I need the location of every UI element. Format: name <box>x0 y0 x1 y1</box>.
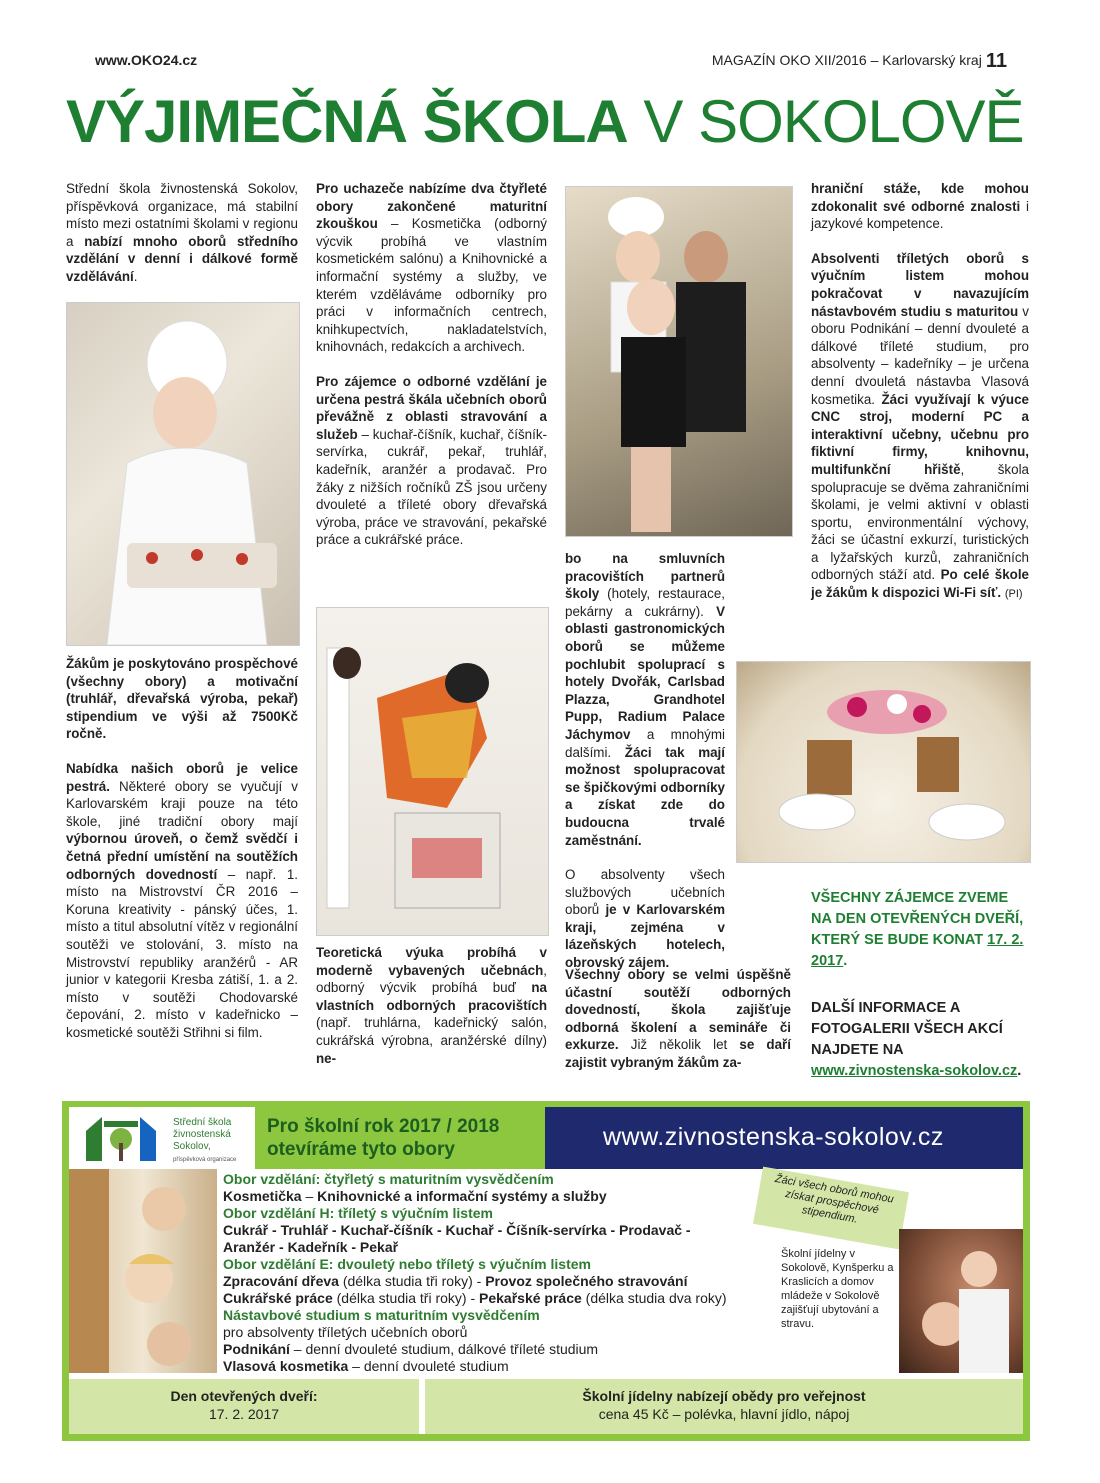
photo-waiters <box>565 186 793 537</box>
house-tree-icon <box>82 1113 160 1165</box>
open-day-invitation: VŠECHNY ZÁJEMCE ZVEME NA DEN OTEVŘENÝCH DVEŘÍ, KTERÝ SE BUDE KONAT 17. 2. 2017. <box>811 890 1024 969</box>
col1-para-3: Nabídka našich oborů je velice pestrá. Některé obory se vyučují v Karlovarském kraji pouze na této škole, jiné tradiční obory mají výbornou úroveň, o čemž svědčí i četná přední umístění na soutěžích odborných dovedností – např. 1. místo na Mistrovství ČR 2016 – Koruna kreativity - pánský účes, 1. místo a titul absolutní vítěz v regionální soutěži ve stolování, 3. místo na Mistrovství republiky aranžérů - AR junior v kategorii Kresba zátiší, 1. a 2. místo v soutěži Chodovarské čepování, 2. místo v kadeřnicko – kosmetické soutěži Střihni si film. <box>66 760 298 1040</box>
logo-text: Střední škola živnostenská Sokolov, příspěvková organizace <box>173 1117 237 1163</box>
program-group-2-line-2: Aranžér - Kadeřník - Pekař <box>223 1239 399 1255</box>
photo-chef <box>66 302 300 646</box>
col2-para-1: Pro uchazeče nabízíme dva čtyřleté obory zakončené maturitní zkouškou – Kosmetička (odborný výcvik probíhá ve vlastním kosmetickém salónu) a Knihovnické a informační systémy a služby, ve kterém vzděláváme odborníky pro práci v informačních centrech, knihkupectvích, nakladatelstvích, knihovnách, redakcích a archivech. <box>316 181 547 355</box>
col4-para-1: hraniční stáže, kde mohou zdokonalit své odborné znalosti i jazykové kompetence. <box>811 181 1029 232</box>
banner-line-1: Pro školní rok 2017 / 2018 <box>267 1116 500 1137</box>
col3-para-2: O absolventy všech službových učebních oborů je v Karlovarském kraji, zejména v lázeňských hotelech, obrovský zájem. <box>565 867 726 971</box>
stipend-note: Žáci všech oborů mohou získat prospěchové stipendium. <box>753 1167 909 1250</box>
school-logo <box>69 1107 255 1169</box>
canteen-footer-text: cena 45 Kč – polévka, hlavní jídlo, nápoj <box>598 1406 850 1422</box>
column-3-lower <box>565 966 791 1089</box>
program-group-4-line-2: Podnikání – denní dvouleté studium, dálkové tříleté studium <box>223 1341 599 1357</box>
column-1 <box>66 180 298 303</box>
students-illustration <box>69 1169 217 1373</box>
ad-inner <box>69 1107 1023 1434</box>
article-title <box>66 86 1036 158</box>
col3-para-1: bo na smluvních pracovištích partnerů školy (hotely, restaurace, pekárny a cukrárny). V oblasti gastronomických oborů se můžeme pochlubit spoluprací s hotely Dvořák, Carlsbad Plazza, Grandhotel Pupp, Radium Palace Jáchymov a mnohými dalšími. Žáci tak mají možnost spolupracovat se špičkovými odborníky a získat zde do budoucna trvalé zaměstnání. <box>565 551 726 848</box>
school-ad-box <box>62 1101 1030 1441</box>
program-group-4: Nástavbové studium s maturitním vysvědčením <box>223 1307 540 1323</box>
canteen-note: Školní jídelny v Sokolově, Kynšperku a Kraslicích a domov mládeže v Sokolově zajišťují ubytování a stravu. <box>781 1248 894 1330</box>
photo-hairdresser <box>899 1229 1023 1373</box>
photo-table-setting <box>736 661 1031 863</box>
column-2 <box>316 180 547 566</box>
column-2-lower <box>316 944 547 1084</box>
title-light: V SOKOLOVĚ <box>627 88 1024 155</box>
canteen-footer-title: Školní jídelny nabízejí obědy pro veřejnost <box>582 1388 866 1404</box>
canteen-footer <box>425 1379 1023 1434</box>
study-programs <box>223 1171 783 1375</box>
chef-illustration <box>67 303 299 645</box>
program-group-3: Obor vzdělání E: dvouletý nebo tříletý s výučním listem <box>223 1256 591 1272</box>
table-illustration <box>737 662 1030 862</box>
waiters-illustration <box>566 187 792 536</box>
column-3 <box>565 550 725 989</box>
issue-text: MAGAZÍN OKO XII/2016 – Karlovarský kraj <box>711 52 982 68</box>
column-4 <box>811 180 1029 621</box>
program-group-2: Obor vzdělání H: tříletý s výučním listem <box>223 1205 493 1221</box>
col1-para-1: Střední škola živnostenská Sokolov, příspěvková organizace, má stabilní místo mezi ostatními školami v regionu a nabízí mnoho oborů středního vzdělání v denní i dálkové formě vzdělávání. <box>66 181 298 284</box>
title-bold: VÝJIMEČNÁ ŠKOLA <box>66 88 628 155</box>
program-group-2-line-1: Cukrář - Truhlář - Kuchař-číšník - Kuchař - Číšník-servírka - Prodavač - <box>223 1222 691 1238</box>
banner-url[interactable]: www.zivnostenska-sokolov.cz <box>603 1123 944 1151</box>
photo-students-books <box>69 1169 217 1373</box>
open-day-footer <box>69 1379 419 1434</box>
photo-autumn-display <box>316 607 549 936</box>
column-1-lower <box>66 655 298 1058</box>
hairdresser-illustration <box>899 1229 1023 1373</box>
program-group-3-line-1: Zpracování dřeva (délka studia tři roky) - Provoz společného stravování <box>223 1273 688 1289</box>
open-day-footer-date: 17. 2. 2017 <box>208 1406 280 1422</box>
url-banner <box>545 1107 1023 1169</box>
open-day-date: 17. 2. 2017 <box>811 932 1024 969</box>
program-group-4-line-1: pro absolventy tříletých učebních oborů <box>223 1324 468 1340</box>
school-website-link[interactable]: www.zivnostenska-sokolov.cz <box>811 1063 1018 1079</box>
col3-para-3: Všechny obory se velmi úspěšně účastní soutěží odborných dovedností, škola zajišťuje odborná školení a semináře či exkurze. Již několik let se daří zajistit vybraným žákům za- <box>565 967 791 1070</box>
col2-para-3: Teoretická výuka probíhá v moderně vybavených učebnách, odborný výcvik probíhá buď na vlastních odborných pracovištích (např. truhlárna, kadeřnický salón, cukrářská výrobna, aranžérské dílny) ne- <box>316 945 547 1066</box>
col4-para-2: Absolventi tříletých oborů s výučním listem mohou pokračovat v navazujícím nástavbovém studiu s maturitou v oboru Podnikání – denní dvouleté a dálkové tříleté studium, pro absolventy – kadeřníky – je určena denní dvouletá nástavba Vlasová kosmetika. Žáci využívají k výuce CNC stroj, moderní PC a interaktivní učebny, učebnu pro fiktivní firmy, knihovnu, multifunkční hřiště, škola spolupracuje se dvěma zahraničními školami, je velmi aktivní v oblasti sportu, environmentální výchovy, žáci se účastní exkurzí, turistických a lyžařských kurzů, zahraničních odborných stáží atd. Po celé škole je žákům k dispozici Wi-Fi síť. (PI) <box>811 250 1030 601</box>
author-initials: (PI) <box>1004 588 1023 601</box>
display-illustration <box>317 608 548 935</box>
more-info: DALŠÍ INFORMACE A FOTOGALERII VŠECH AKCÍ NAJDETE NA www.zivnostenska-sokolov.cz. <box>811 1000 1022 1079</box>
page-number: 11 <box>985 50 1007 72</box>
col2-para-2: Pro zájemce o odborné vzdělání je určena pestrá škála učebních oborů převážně z oblasti stravování a služeb – kuchař-číšník, kuchař, číšník-servírka, cukrář, pekař, truhlář, kadeřník, aranžér a prodavač. Pro žáky z nižších ročníků ZŠ jsou určeny dvouleté a tříleté obory dřevařská výroba, práce ve stravování, pekařské práce a cukrářské práce. <box>316 373 547 548</box>
program-group-4-line-3: Vlasová kosmetika – denní dvouleté studium <box>223 1358 509 1374</box>
program-group-1-items: Kosmetička – Knihovnické a informační systémy a služby <box>223 1188 607 1204</box>
program-group-1: Obor vzdělání: čtyřletý s maturitním vysvědčením <box>223 1171 554 1187</box>
site-url[interactable]: www.OKO24.cz <box>95 52 198 68</box>
col1-para-2: Žákům je poskytováno prospěchové (všechny obory) a motivační (truhlář, dřevařská výroba, pekař) stipendium ve výši až 7500Kč ročně. <box>66 656 298 742</box>
school-year-banner <box>255 1107 545 1169</box>
issue-info <box>712 50 1007 73</box>
program-group-3-line-2: Cukrářské práce (délka studia tři roky) - Pekařské práce (délka studia dva roky) <box>223 1290 727 1306</box>
open-day-footer-title: Den otevřených dveří: <box>170 1388 318 1404</box>
banner-line-2: otevíráme tyto obory <box>267 1139 455 1160</box>
